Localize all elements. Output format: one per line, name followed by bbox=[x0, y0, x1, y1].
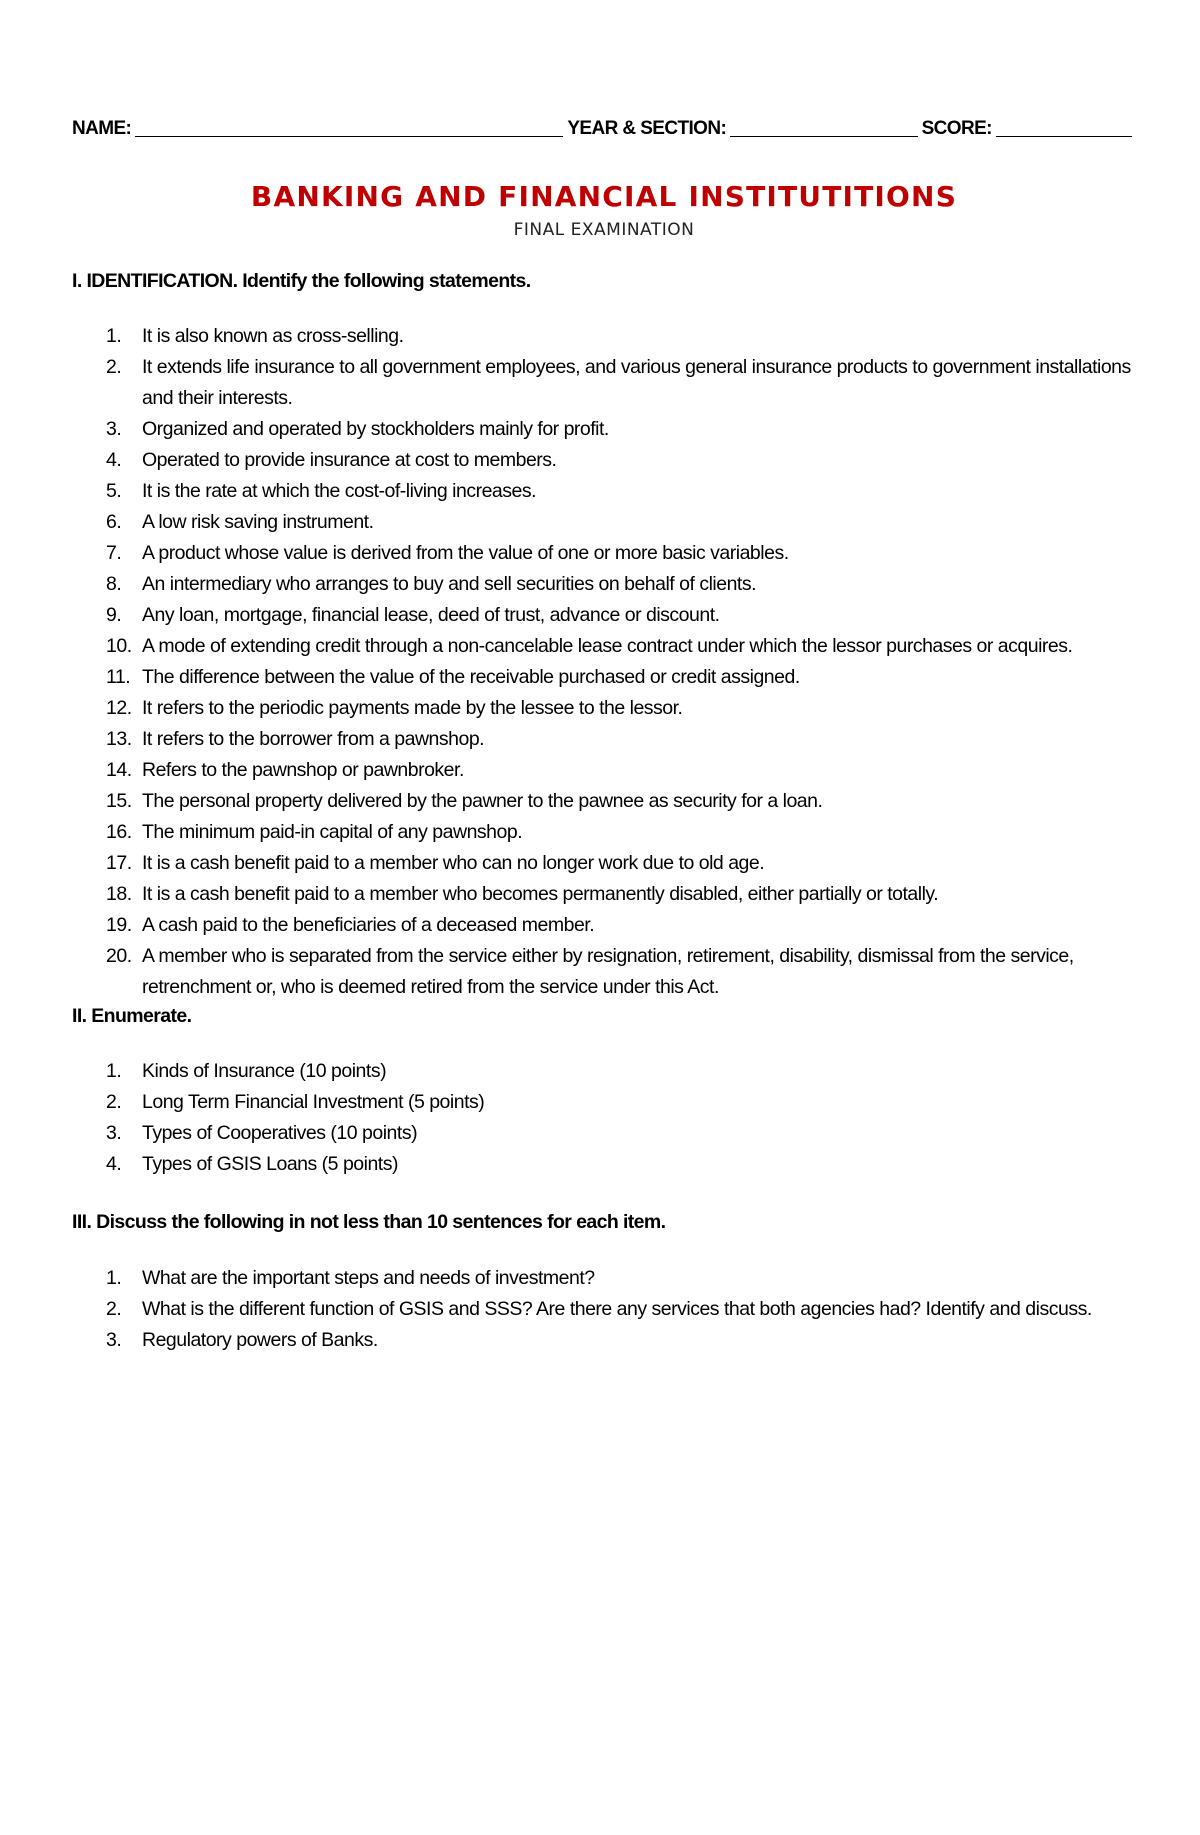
item-number: 18. bbox=[106, 883, 132, 905]
list-item bbox=[72, 910, 1136, 941]
list-item bbox=[72, 693, 1136, 724]
list-item bbox=[72, 352, 1136, 414]
item-number: 11. bbox=[106, 666, 131, 688]
item-number: 2. bbox=[106, 356, 122, 378]
item-number: 1. bbox=[106, 1267, 122, 1289]
item-text: The minimum paid-in capital of any pawnshop. bbox=[142, 821, 523, 843]
list-item bbox=[72, 662, 1136, 693]
item-text: Any loan, mortgage, financial lease, deed of trust, advance or discount. bbox=[142, 604, 720, 626]
item-text: It is a cash benefit paid to a member who becomes permanently disabled, either partially or totally. bbox=[142, 883, 939, 905]
item-number: 20. bbox=[106, 945, 132, 967]
list-item bbox=[72, 414, 1136, 445]
list-item bbox=[72, 1149, 1136, 1180]
list-item bbox=[72, 445, 1136, 476]
item-text: Operated to provide insurance at cost to members. bbox=[142, 449, 557, 471]
item-number: 1. bbox=[106, 1060, 122, 1082]
list-item bbox=[72, 848, 1136, 879]
list-item bbox=[72, 1325, 1136, 1356]
item-text: Long Term Financial Investment (5 points) bbox=[142, 1091, 485, 1113]
list-item bbox=[72, 600, 1136, 631]
item-text: An intermediary who arranges to buy and sell securities on behalf of clients. bbox=[142, 573, 757, 595]
item-text: It is a cash benefit paid to a member who can no longer work due to old age. bbox=[142, 852, 765, 874]
list-item bbox=[72, 1294, 1136, 1325]
list-item bbox=[72, 538, 1136, 569]
score-label: SCORE: bbox=[921, 118, 992, 139]
year-section-label: YEAR & SECTION: bbox=[567, 118, 727, 139]
item-number: 19. bbox=[106, 914, 132, 936]
list-item bbox=[72, 1087, 1136, 1118]
item-number: 14. bbox=[106, 759, 132, 781]
item-text: What is the different function of GSIS and SSS? Are there any services that both agencies had? Identify and discuss. bbox=[142, 1298, 1092, 1320]
item-number: 2. bbox=[106, 1298, 122, 1320]
item-text: Kinds of Insurance (10 points) bbox=[142, 1060, 387, 1082]
item-text: A product whose value is derived from the value of one or more basic variables. bbox=[142, 542, 789, 564]
list-item bbox=[72, 1263, 1136, 1294]
item-text: Organized and operated by stockholders mainly for profit. bbox=[142, 418, 609, 440]
item-number: 8. bbox=[106, 573, 122, 595]
list-item bbox=[72, 724, 1136, 755]
item-number: 17. bbox=[106, 852, 132, 874]
item-text: It refers to the borrower from a pawnshop. bbox=[142, 728, 485, 750]
list-item bbox=[72, 321, 1136, 352]
item-text: A mode of extending credit through a non-cancelable lease contract under which the lessor purchases or acquires. bbox=[142, 635, 1073, 657]
item-number: 4. bbox=[106, 449, 122, 471]
item-text: It extends life insurance to all government employees, and various general insurance products to government installations and their interests. bbox=[142, 356, 1131, 409]
name-blank[interactable] bbox=[135, 118, 563, 137]
list-item bbox=[72, 1056, 1136, 1087]
item-text: The personal property delivered by the pawner to the pawnee as security for a loan. bbox=[142, 790, 823, 812]
list-item bbox=[72, 507, 1136, 538]
section-enumerate-heading: II. Enumerate. bbox=[72, 1005, 192, 1027]
item-number: 13. bbox=[106, 728, 132, 750]
item-number: 3. bbox=[106, 1329, 122, 1351]
item-text: A low risk saving instrument. bbox=[142, 511, 374, 533]
item-text: Types of GSIS Loans (5 points) bbox=[142, 1153, 398, 1175]
item-text: What are the important steps and needs of investment? bbox=[142, 1267, 595, 1289]
name-label: NAME: bbox=[72, 118, 132, 139]
enumerate-list bbox=[72, 1056, 1136, 1180]
item-text: Types of Cooperatives (10 points) bbox=[142, 1122, 418, 1144]
item-number: 16. bbox=[106, 821, 132, 843]
item-text: The difference between the value of the receivable purchased or credit assigned. bbox=[142, 666, 800, 688]
year-section-blank[interactable] bbox=[730, 118, 917, 137]
list-item bbox=[72, 941, 1136, 1003]
item-number: 3. bbox=[106, 1122, 122, 1144]
item-number: 12. bbox=[106, 697, 132, 719]
discuss-list bbox=[72, 1263, 1136, 1356]
list-item bbox=[72, 755, 1136, 786]
section-identification-heading: I. IDENTIFICATION. Identify the following statements. bbox=[72, 270, 531, 292]
page-title: BANKING AND FINANCIAL INSTITUTITIONS bbox=[250, 180, 958, 213]
item-number: 4. bbox=[106, 1153, 122, 1175]
item-number: 15. bbox=[106, 790, 132, 812]
list-item bbox=[72, 1118, 1136, 1149]
item-number: 10. bbox=[106, 635, 132, 657]
item-number: 9. bbox=[106, 604, 122, 626]
item-number: 7. bbox=[106, 542, 122, 564]
identification-list bbox=[72, 321, 1136, 1003]
item-text: It is also known as cross-selling. bbox=[142, 325, 404, 347]
item-text: A cash paid to the beneficiaries of a deceased member. bbox=[142, 914, 595, 936]
list-item bbox=[72, 631, 1136, 662]
item-number: 5. bbox=[106, 480, 122, 502]
list-item bbox=[72, 786, 1136, 817]
section-discuss-heading: III. Discuss the following in not less than 10 sentences for each item. bbox=[72, 1211, 666, 1233]
item-text: Regulatory powers of Banks. bbox=[142, 1329, 378, 1351]
page-subtitle: FINAL EXAMINATION bbox=[513, 220, 695, 240]
student-info-line bbox=[72, 118, 1136, 140]
item-number: 1. bbox=[106, 325, 122, 347]
score-blank[interactable] bbox=[996, 118, 1132, 137]
list-item bbox=[72, 817, 1136, 848]
list-item bbox=[72, 476, 1136, 507]
list-item bbox=[72, 569, 1136, 600]
item-number: 2. bbox=[106, 1091, 122, 1113]
item-text: It is the rate at which the cost-of-living increases. bbox=[142, 480, 537, 502]
item-text: Refers to the pawnshop or pawnbroker. bbox=[142, 759, 464, 781]
item-text: A member who is separated from the service either by resignation, retirement, disability, dismissal from the service, retrenchment or, who is deemed retired from the service under this Act. bbox=[142, 945, 1074, 998]
item-text: It refers to the periodic payments made by the lessee to the lessor. bbox=[142, 697, 683, 719]
item-number: 3. bbox=[106, 418, 122, 440]
item-number: 6. bbox=[106, 511, 122, 533]
list-item bbox=[72, 879, 1136, 910]
